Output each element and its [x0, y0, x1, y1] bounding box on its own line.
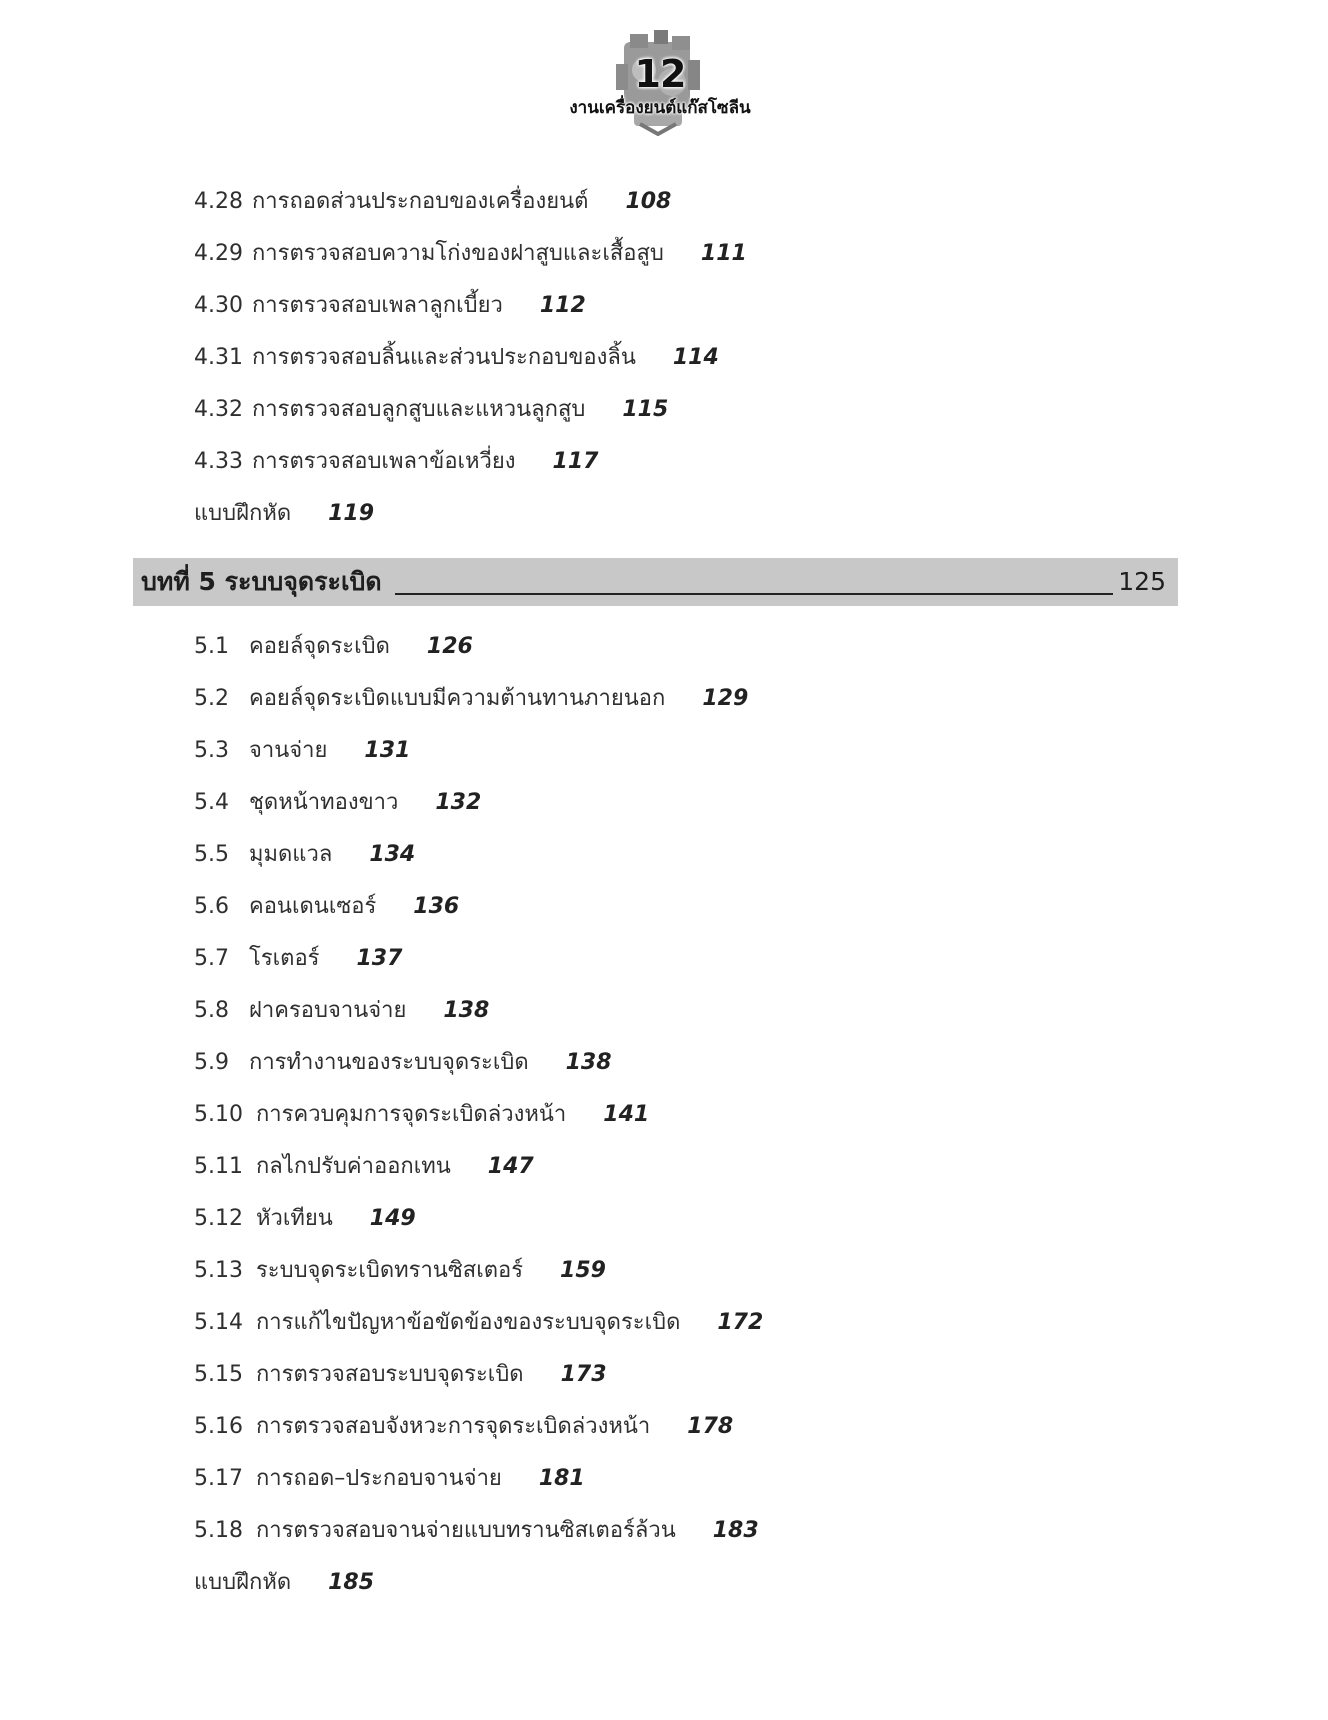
- toc-entry[interactable]: [194, 1095, 649, 1135]
- entry-number: 4.29: [194, 241, 243, 266]
- toc-entry[interactable]: [194, 442, 598, 482]
- toc-entry[interactable]: [194, 1511, 759, 1551]
- entry-number: 5.2: [194, 686, 229, 711]
- entry-title: การตรวจสอบความโก่งของฝาสูบและเสื้อสูบ: [251, 241, 664, 266]
- chapter-title: บทที่ 5 ระบบจุดระเบิด: [141, 567, 382, 596]
- entry-title: การตรวจสอบเพลาข้อเหวี่ยง: [251, 449, 516, 474]
- entry-title: กลไกปรับค่าออกเทน: [255, 1154, 451, 1179]
- toc-entry[interactable]: [194, 234, 747, 274]
- entry-title: การตรวจสอบลูกสูบและแหวนลูกสูบ: [251, 397, 586, 422]
- entry-number: 5.13: [194, 1258, 243, 1283]
- entry-number: 4.31: [194, 345, 243, 370]
- toc-entry-exercises[interactable]: [194, 1563, 374, 1603]
- entry-number: 5.5: [194, 842, 229, 867]
- toc-entry[interactable]: [194, 627, 473, 667]
- toc-entry[interactable]: [194, 1199, 416, 1239]
- toc-entry[interactable]: [194, 731, 410, 771]
- chapter-heading[interactable]: [133, 558, 1178, 606]
- entry-page-number: 183: [712, 1518, 759, 1543]
- entry-page-number: 131: [364, 738, 411, 763]
- entry-page-number: 112: [539, 293, 586, 318]
- toc-entry[interactable]: [194, 1251, 606, 1291]
- entry-number: 5.12: [194, 1206, 243, 1231]
- entry-number: 5.16: [194, 1414, 243, 1439]
- toc-entry[interactable]: [194, 1407, 733, 1447]
- entry-page-number: 126: [426, 634, 473, 659]
- entry-title: ชุดหน้าทองขาว: [249, 790, 399, 815]
- entry-page-number: 138: [443, 998, 490, 1023]
- entry-number: 4.28: [194, 189, 243, 214]
- entry-page-number: 119: [328, 501, 375, 526]
- entry-page-number: 111: [700, 241, 747, 266]
- entry-number: 5.18: [194, 1518, 243, 1543]
- entry-page-number: 129: [702, 686, 749, 711]
- toc-entry[interactable]: [194, 679, 748, 719]
- entry-title: การควบคุมการจุดระเบิดล่วงหน้า: [255, 1102, 567, 1127]
- entry-page-number: 108: [625, 189, 672, 214]
- entry-title: โรเตอร์: [249, 946, 320, 971]
- toc-entry[interactable]: [194, 1355, 607, 1395]
- entry-number: 5.3: [194, 738, 229, 763]
- toc-entry[interactable]: [194, 1303, 763, 1343]
- entry-number: 5.6: [194, 894, 229, 919]
- entry-title: แบบฝึกหัด: [194, 501, 292, 526]
- entry-title: การถอด–ประกอบจานจ่าย: [255, 1466, 502, 1491]
- entry-number: 4.33: [194, 449, 243, 474]
- entry-title: การถอดส่วนประกอบของเครื่องยนต์: [251, 189, 589, 214]
- entry-page-number: 137: [356, 946, 403, 971]
- entry-page-number: 141: [603, 1102, 650, 1127]
- leader-line: [395, 593, 1113, 595]
- entry-number: 5.7: [194, 946, 229, 971]
- entry-page-number: 138: [565, 1050, 612, 1075]
- toc-entry[interactable]: [194, 835, 415, 875]
- entry-title: ฝาครอบจานจ่าย: [249, 998, 407, 1023]
- entry-number: 4.32: [194, 397, 243, 422]
- entry-title: คอยล์จุดระเบิดแบบมีความต้านทานภายนอก: [249, 686, 666, 711]
- entry-page-number: 147: [487, 1154, 534, 1179]
- entry-title: หัวเทียน: [255, 1206, 333, 1231]
- entry-title: การตรวจสอบลิ้นและส่วนประกอบของลิ้น: [251, 345, 636, 370]
- entry-title: มุมดแวล: [249, 842, 333, 867]
- entry-page-number: 172: [717, 1310, 764, 1335]
- toc-entry-exercises[interactable]: [194, 494, 374, 534]
- entry-title: จานจ่าย: [249, 738, 328, 763]
- toc-entry[interactable]: [194, 286, 586, 326]
- entry-number: 5.14: [194, 1310, 243, 1335]
- toc-entry[interactable]: [194, 182, 671, 222]
- entry-page-number: 185: [328, 1570, 375, 1595]
- entry-number: 5.4: [194, 790, 229, 815]
- chapter-page-number: 125: [1118, 567, 1166, 596]
- entry-title: การตรวจสอบระบบจุดระเบิด: [255, 1362, 524, 1387]
- entry-number: 5.17: [194, 1466, 243, 1491]
- entry-page-number: 178: [687, 1414, 734, 1439]
- page-number: 12: [634, 52, 686, 96]
- entry-title: การทำงานของระบบจุดระเบิด: [249, 1050, 529, 1075]
- entry-page-number: 173: [560, 1362, 607, 1387]
- toc-entry[interactable]: [194, 783, 481, 823]
- toc-entry[interactable]: [194, 1043, 612, 1083]
- entry-number: 5.15: [194, 1362, 243, 1387]
- toc-entry[interactable]: [194, 991, 489, 1031]
- entry-page-number: 117: [552, 449, 599, 474]
- toc-entry[interactable]: [194, 338, 719, 378]
- toc-entry[interactable]: [194, 390, 668, 430]
- entry-title: การแก้ไขปัญหาข้อขัดข้องของระบบจุดระเบิด: [255, 1310, 681, 1335]
- entry-number: 5.10: [194, 1102, 243, 1127]
- entry-page-number: 136: [413, 894, 460, 919]
- entry-title: ระบบจุดระเบิดทรานซิสเตอร์: [255, 1258, 524, 1283]
- entry-number: 5.11: [194, 1154, 243, 1179]
- entry-page-number: 149: [369, 1206, 416, 1231]
- entry-page-number: 181: [538, 1466, 585, 1491]
- entry-number: 4.30: [194, 293, 243, 318]
- entry-page-number: 114: [672, 345, 719, 370]
- entry-page-number: 132: [435, 790, 482, 815]
- entry-title: คอยล์จุดระเบิด: [249, 634, 390, 659]
- entry-title: คอนเดนเซอร์: [249, 894, 377, 919]
- entry-title: การตรวจสอบเพลาลูกเบี้ยว: [251, 293, 503, 318]
- book-title: งานเครื่องยนต์แก๊สโซลีน: [569, 98, 751, 118]
- entry-number: 5.1: [194, 634, 229, 659]
- entry-title: การตรวจสอบจังหวะการจุดระเบิดล่วงหน้า: [255, 1414, 651, 1439]
- toc-entry[interactable]: [194, 1459, 585, 1499]
- entry-page-number: 115: [622, 397, 669, 422]
- entry-page-number: 159: [560, 1258, 606, 1283]
- toc-entry[interactable]: [194, 887, 459, 927]
- toc-entry[interactable]: [194, 1147, 534, 1187]
- page-header: [540, 24, 780, 144]
- entry-number: 5.8: [194, 998, 229, 1023]
- entry-title: การตรวจสอบจานจ่ายแบบทรานซิสเตอร์ล้วน: [255, 1518, 676, 1543]
- entry-page-number: 134: [369, 842, 416, 867]
- entry-number: 5.9: [194, 1050, 229, 1075]
- entry-title: แบบฝึกหัด: [194, 1570, 292, 1595]
- toc-entry[interactable]: [194, 939, 402, 979]
